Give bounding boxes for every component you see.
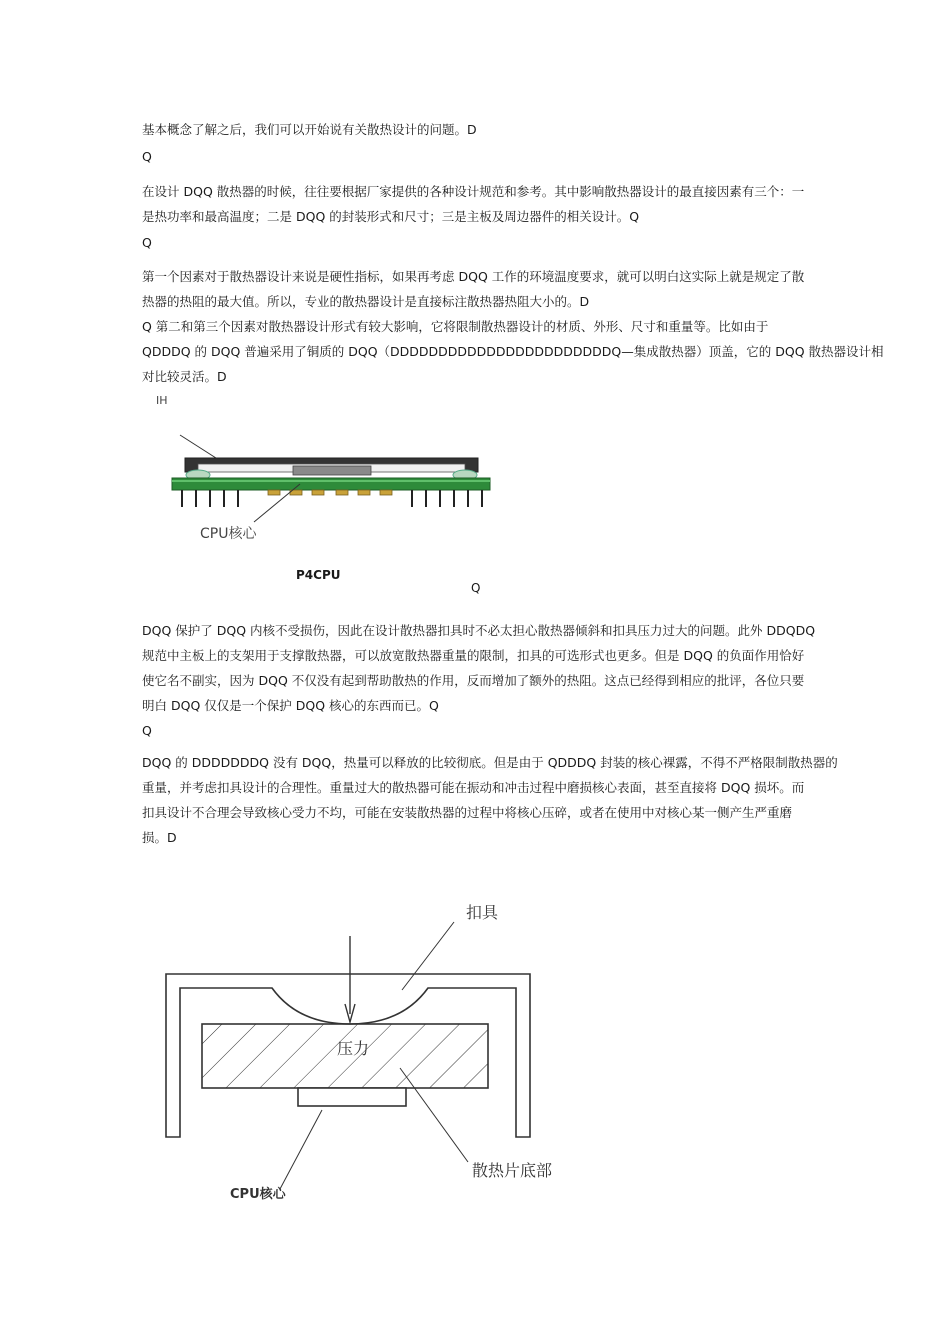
figure-caption: P4CPU bbox=[296, 568, 341, 582]
text-line: 损。D bbox=[142, 830, 177, 845]
text-line: 扣具设计不合理会导致核心受力不均，可能在安装散热器的过程中将核心压碎，或者在使用中对核心某一侧产生严重磨 bbox=[142, 805, 793, 820]
figure-p4-cpu bbox=[150, 392, 510, 572]
paragraph-spacer bbox=[142, 230, 810, 255]
cpu-core-label: CPU核心 bbox=[200, 526, 257, 542]
paragraph-thermal-resistance bbox=[142, 264, 884, 389]
text-line: 在设计 DQQ 散热器的时候，往往要根据厂家提供的各种设计规范和参考。其中影响散热器设计的最直接因素有三个：一 bbox=[142, 184, 805, 199]
pressure-label: 压力 bbox=[337, 1039, 370, 1058]
text-line: 重量，并考虑扣具设计的合理性。重量过大的散热器可能在振动和冲击过程中磨损核心表面，甚至直接将 DQQ 损坏。而 bbox=[142, 780, 805, 795]
figure-clip-pressure bbox=[150, 892, 580, 1212]
cpu-core-label: CPU核心 bbox=[230, 1187, 286, 1202]
text-line: 规范中主板上的支架用于支撑散热器，可以放宽散热器重量的限制，扣具的可选形式也更多。但是 DQQ 的负面作用恰好 bbox=[142, 648, 805, 663]
clip-pressure-diagram bbox=[150, 892, 580, 1212]
paragraph-ihs-protection bbox=[142, 618, 816, 743]
paragraph-spacer bbox=[142, 144, 810, 169]
text-line: 热器的热阻的最大值。所以，专业的散热器设计是直接标注散热器热阻大小的。D bbox=[142, 294, 590, 309]
paragraph-design-factors bbox=[142, 179, 810, 229]
text-line: DQQ 的 DDDDDDDQ 没有 DQQ，热量可以释放的比较彻底。但是由于 QDDDQ 封装的核心裸露，不得不严格限制散热器的 bbox=[142, 755, 838, 770]
heatsink-base-label: 散热片底部 bbox=[472, 1161, 553, 1180]
text-line: Q bbox=[142, 235, 152, 250]
cpu-cross-section-diagram bbox=[150, 392, 510, 572]
text-line: 第一个因素对于散热器设计来说是硬性指标，如果再考虑 DQQ 工作的环境温度要求，就可以明白这实际上就是规定了散 bbox=[142, 269, 805, 284]
text-line: Q bbox=[142, 149, 152, 164]
text-line: 对比较灵活。D bbox=[142, 369, 227, 384]
text-line: Q 第二和第三个因素对散热器设计形式有较大影响，它将限制散热器设计的材质、外形、尺寸和重量等。比如由于 bbox=[142, 319, 769, 334]
text-line: 基本概念了解之后，我们可以开始说有关散热设计的问题。D bbox=[142, 122, 477, 137]
figure-trailing-mark: Q bbox=[471, 581, 481, 595]
paragraph-bare-core bbox=[142, 750, 838, 850]
figure-top-mark: IH bbox=[156, 394, 168, 407]
text-line: 是热功率和最高温度；二是 DQQ 的封装形式和尺寸；三是主板及周边器件的相关设计。Q bbox=[142, 209, 640, 224]
text-line: DQQ 保护了 DQQ 内核不受损伤，因此在设计散热器扣具时不必太担心散热器倾斜和扣具压力过大的问题。此外 DDQDQ bbox=[142, 623, 816, 638]
text-line: QDDDQ 的 DQQ 普遍采用了铜质的 DQQ（DDDDDDDDDDDDDDDDDDDDDDDQ—集成散热器）顶盖，它的 DQQ 散热器设计相 bbox=[142, 344, 884, 359]
text-line: 明白 DQQ 仅仅是一个保护 DQQ 核心的东西而已。Q bbox=[142, 698, 439, 713]
text-line: 使它名不副实，因为 DQQ 不仅没有起到帮助散热的作用，反而增加了额外的热阻。这点已经得到相应的批评，各位只要 bbox=[142, 673, 805, 688]
paragraph-intro bbox=[142, 117, 810, 142]
clip-label: 扣具 bbox=[466, 903, 499, 922]
text-line: Q bbox=[142, 723, 152, 738]
